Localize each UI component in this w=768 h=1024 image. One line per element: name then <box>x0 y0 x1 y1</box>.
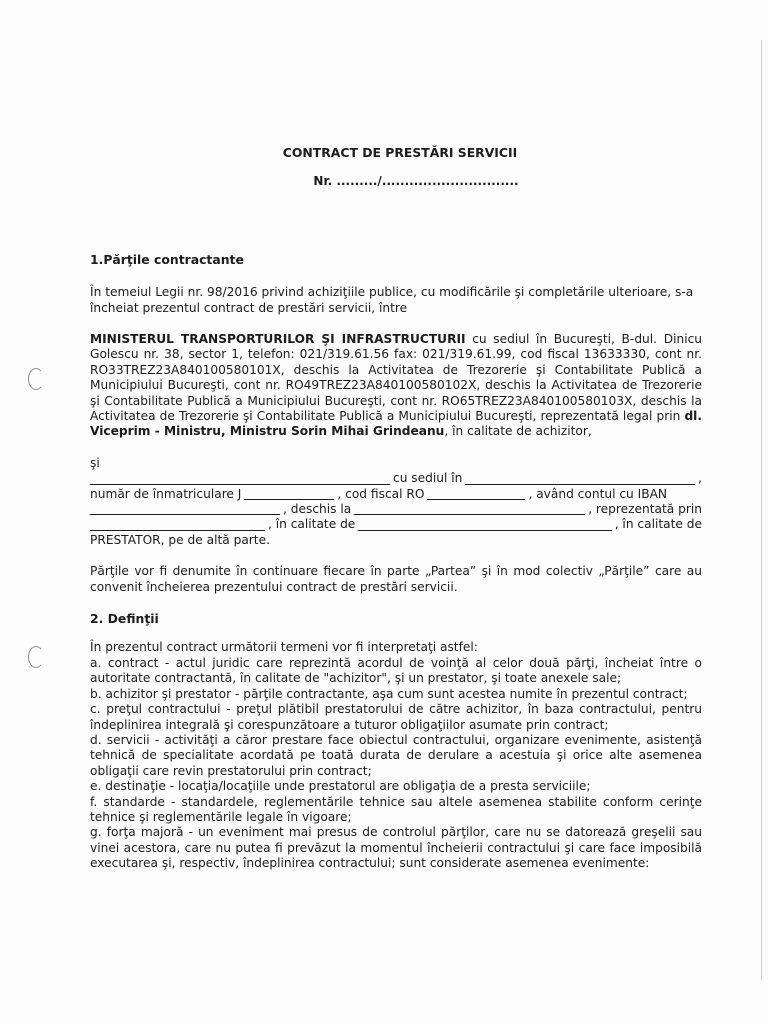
definition-item: f. standarde - standardele, reglementările tehnice sau altele asemenea stabilite conform cerinţe tehnice şi reglementările legale în vigoare; <box>90 794 702 824</box>
blank-field <box>90 519 265 531</box>
definition-item: a. contract - actul juridic care reprezintă acordul de voinţă al celor două părţi, încheiat între o autoritate contractantă, în calitate de "achizitor", şi un prestator, şi toate anexele sale; <box>90 655 702 686</box>
page-edge-line <box>761 40 762 980</box>
blank-field <box>90 473 390 485</box>
form-row-role <box>90 517 702 532</box>
acquirer-details: cu sediul în Bucureşti, B-dul. Dinicu Golescu nr. 38, sector 1, telefon: 021/319.61.56 fax: 021/319.61.99, cod fiscal 13633330, cont nr. RO33TREZ23A840100580101X, deschis la Activitatea de Trezorerie şi Contabilitate Publică a Municipiului Bucureşti, cont nr. RO49TREZ23A840100580102X, deschis la Activitatea de Trezorerie şi Contabilitate Publică a Municipiului Bucureşti, cont nr. RO65TREZ23A840100580103X, deschis la Activitatea de Trezorerie şi Contabilitate Publică a Municipiului Bucureşti, reprezentată legal prin <box>90 332 702 424</box>
blank-field <box>465 473 695 485</box>
blank-field <box>358 519 611 531</box>
section-heading-definitions: 2. Definţii <box>90 611 159 627</box>
contract-number: Nr. ........./.............................. <box>313 174 519 189</box>
form-comma: , <box>698 471 702 486</box>
punch-hole-mark <box>28 646 44 668</box>
prestator-line: PRESTATOR, pe de altă parte. <box>90 532 270 547</box>
form-row-registration <box>90 487 702 502</box>
form-label-iban: , având contul cu IBAN <box>528 486 668 501</box>
acquirer-representative: dl. Viceprim - Ministru, Ministru Sorin Mihai Grindeanu <box>90 409 702 439</box>
acquirer-paragraph <box>90 332 702 440</box>
form-row-bank <box>90 502 702 517</box>
blank-field <box>90 503 280 515</box>
legal-basis-paragraph: În temeiul Legii nr. 98/2016 privind achiziţiile publice, cu modificările şi completările ulterioare, s-a încheiat prezentul contract de prestări servicii, între <box>90 285 694 315</box>
document-body <box>90 145 702 872</box>
punch-hole-mark <box>28 368 44 390</box>
acquirer-name: MINISTERUL TRANSPORTURILOR ŞI INFRASTRUCTURII <box>90 332 466 347</box>
form-label-seat: cu sediul în <box>393 471 463 486</box>
parties-naming-paragraph: Părţile vor fi denumite în continuare fiecare în parte „Partea” şi în mod colectiv „Părţile” care au convenit încheierea prezentului contract de prestări servicii. <box>90 564 702 594</box>
blank-field <box>244 488 334 500</box>
form-label-role-1: , în calitate de <box>268 517 356 532</box>
document-title: CONTRACT DE PRESTĂRI SERVICII <box>282 145 518 160</box>
conjunction-and: şi <box>90 455 100 470</box>
blank-field <box>427 488 525 500</box>
form-label-role-2: , în calitate de <box>614 517 702 532</box>
form-label-represented: , reprezentată prin <box>588 502 702 517</box>
definition-item: g. forţa majoră - un eveniment mai presus de controlul părţilor, care nu se datorează greşelii sau vinei acestora, care nu putea fi prevăzut la momentul încheierii contractului şi care face imposibilă executarea şi, respectiv, îndeplinirea contractului; sunt considerate asemenea evenimente: <box>90 825 702 871</box>
definitions-intro: În prezentul contract următorii termeni vor fi interpretaţi astfel: <box>90 640 478 655</box>
definition-item: e. destinaţie - locaţia/locaţiile unde prestatorul are obligaţia de a presta serviciile; <box>90 779 591 794</box>
form-row-seat <box>90 471 702 486</box>
form-label-opened-at: , deschis la <box>283 502 352 517</box>
definitions-list <box>90 640 702 871</box>
definition-item: b. achizitor şi prestator - părţile contractante, aşa cum sunt acestea numite în prezentul contract; <box>90 686 688 701</box>
definition-item: c. preţul contractului - preţul plătibil prestatorului de către achizitor, în baza contractului, pentru îndeplinirea integrală şi corespunzătoare a tuturor obligaţiilor asumate prin contract; <box>90 702 702 732</box>
definition-item: d. servicii - activităţi a căror prestare face obiectul contractului, organizare evenimente, asistenţă tehnică de specialitate acordată pe toată durata de derulare a acestuia şi orice alte asemenea obligaţii care revin prestatorului prin contract; <box>90 732 702 778</box>
acquirer-role: , în calitate de achizitor, <box>444 424 592 439</box>
blank-field <box>354 503 585 515</box>
section-heading-parties: 1.Părţile contractante <box>90 251 244 267</box>
form-label-registration: număr de înmatriculare J <box>90 486 242 501</box>
form-label-fiscal: , cod fiscal RO <box>337 486 425 501</box>
